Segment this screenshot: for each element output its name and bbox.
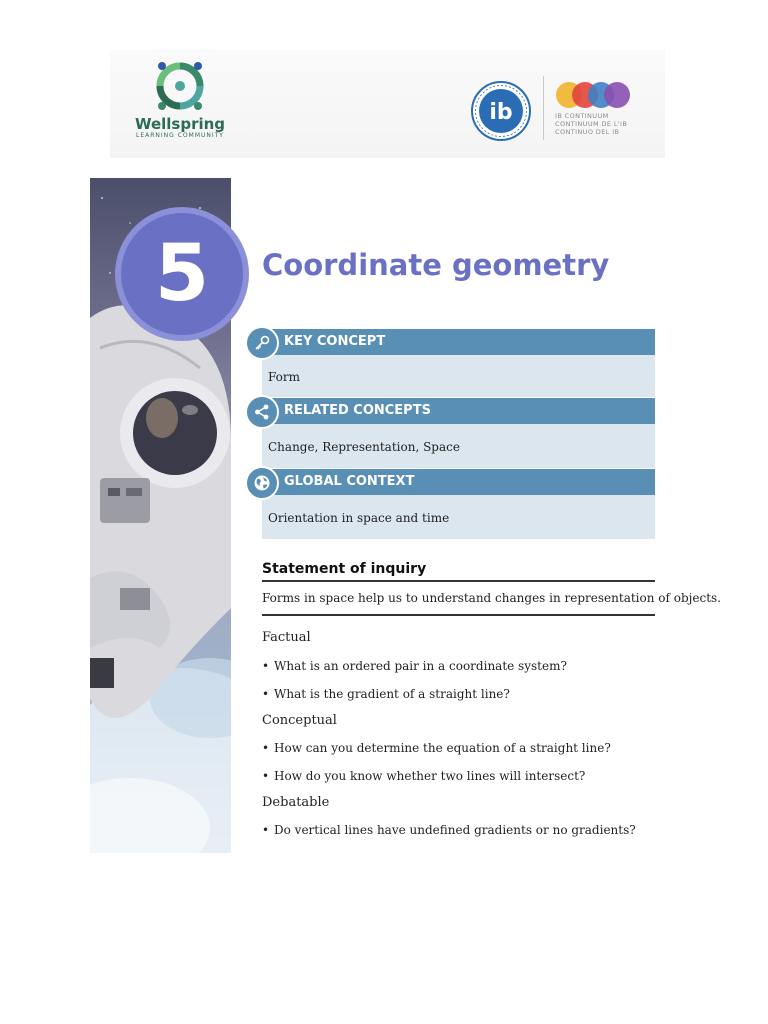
global-context-value: Orientation in space and time [268,511,450,525]
ib-seal-icon [470,80,532,142]
statement-of-inquiry-title: Statement of inquiry [262,561,427,577]
wellspring-emblem-icon [152,58,208,114]
question-item [262,659,567,673]
chapter-title: Coordinate geometry [262,248,610,282]
related-concepts-header [262,398,655,424]
debatable-heading: Debatable [262,795,330,810]
question-item [262,823,636,837]
wellspring-name: Wellspring [134,115,226,133]
ib-continuum-circles [555,80,635,110]
ib-continuum-line: CONTINUUM DE L'IB [555,120,628,128]
global-context-heading: GLOBAL CONTEXT [284,474,415,489]
ib-continuum-icon [555,80,635,110]
question-text: What is an ordered pair in a coordinate system? [274,659,567,673]
key-concept-value: Form [268,370,301,384]
question-item [262,769,585,783]
ib-continuum-line: IB CONTINUUM [555,112,609,120]
key-icon [245,326,279,360]
bullet: • [262,769,270,783]
global-context-body [262,495,655,539]
related-concepts-value: Change, Representation, Space [268,440,460,454]
wellspring-logo [130,58,230,150]
chapter-number: 5 [154,229,210,319]
question-text: Do vertical lines have undefined gradients or no gradients? [274,823,636,837]
key-concept-header [262,329,655,355]
bullet: • [262,741,270,755]
wellspring-tagline: LEARNING COMMUNITY [136,132,224,139]
related-concepts-body [262,424,655,468]
key-concept-heading: KEY CONCEPT [284,334,386,349]
bullet: • [262,687,270,701]
ib-seal-logo [470,80,532,142]
question-text: How do you know whether two lines will intersect? [274,769,586,783]
question-text: How can you determine the equation of a straight line? [274,741,611,755]
ib-continuum-line: CONTINUO DEL IB [555,128,620,136]
divider [262,580,655,582]
question-item [262,741,611,755]
share-icon [245,395,279,429]
chapter-number-badge [121,213,243,335]
divider [262,614,655,616]
question-item [262,687,510,701]
svg-text:ib: ib [489,100,513,125]
bullet: • [262,659,270,673]
bullet: • [262,823,270,837]
key-concept-body [262,355,655,397]
ib-divider [543,76,544,140]
ib-continuum-text [555,112,645,136]
related-concepts-heading: RELATED CONCEPTS [284,403,431,418]
global-context-header [262,469,655,495]
factual-heading: Factual [262,630,311,645]
statement-of-inquiry-text: Forms in space help us to understand changes in representation of objects. [262,591,721,605]
globe-icon [245,466,279,500]
question-text: What is the gradient of a straight line? [274,687,510,701]
conceptual-heading: Conceptual [262,713,337,728]
